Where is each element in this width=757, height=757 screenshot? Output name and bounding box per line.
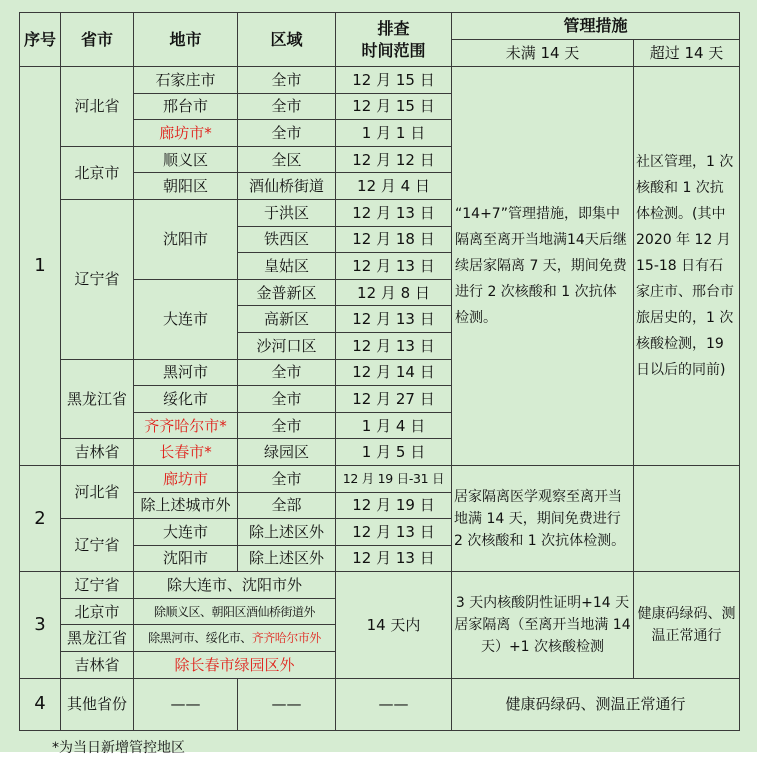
province-cell: 吉林省 <box>61 439 134 466</box>
table-row <box>20 678 740 730</box>
province-cell: 黑龙江省 <box>61 625 134 652</box>
time-cell: 1 月 5 日 <box>336 439 452 466</box>
district-cell: 全市 <box>238 93 336 120</box>
province-cell: 黑龙江省 <box>61 359 134 439</box>
city-cell-new: 除长春市绿园区外 <box>134 652 336 679</box>
time-cell: 12 月 12 日 <box>336 146 452 173</box>
city-cell: 顺义区 <box>134 146 238 173</box>
city-cell: 大连市 <box>134 519 238 546</box>
city-part-new: 齐齐哈尔市外 <box>251 631 321 646</box>
header-district: 区域 <box>238 13 336 67</box>
table-row <box>20 572 740 599</box>
province-cell: 辽宁省 <box>61 199 134 359</box>
time-cell: 12 月 19 日-31 日 <box>336 465 452 492</box>
province-cell: 北京市 <box>61 146 134 199</box>
group3-over14-measure: 健康码绿码、测温正常通行 <box>634 572 740 678</box>
time-cell: 1 月 1 日 <box>336 120 452 147</box>
city-cell: 沈阳市 <box>134 199 238 279</box>
header-row <box>20 13 740 40</box>
district-cell: 酒仙桥街道 <box>238 173 336 200</box>
city-cell: 廊坊市 <box>134 465 238 492</box>
province-cell: 辽宁省 <box>61 572 134 599</box>
time-cell: 12 月 27 日 <box>336 386 452 413</box>
district-cell: 除上述区外 <box>238 545 336 572</box>
district-cell: 沙河口区 <box>238 332 336 359</box>
control-measures-table <box>19 12 740 731</box>
time-cell: 12 月 15 日 <box>336 93 452 120</box>
city-cell: 石家庄市 <box>134 67 238 94</box>
city-cell: 除大连市、沈阳市外 <box>134 572 336 599</box>
group3-no: 3 <box>20 572 61 678</box>
province-cell: 河北省 <box>61 465 134 518</box>
time-cell: 12 月 13 日 <box>336 306 452 333</box>
time-cell: 12 月 13 日 <box>336 545 452 572</box>
time-cell: 12 月 13 日 <box>336 253 452 280</box>
group4-no: 4 <box>20 678 61 730</box>
city-cell: 除上述城市外 <box>134 492 238 519</box>
group4-measure: 健康码绿码、测温正常通行 <box>452 678 740 730</box>
time-cell: 12 月 13 日 <box>336 332 452 359</box>
city-cell: 邢台市 <box>134 93 238 120</box>
table-row <box>20 465 740 492</box>
header-over-14: 超过 14 天 <box>634 40 740 67</box>
group1-no: 1 <box>20 67 61 466</box>
district-cell: 全市 <box>238 359 336 386</box>
district-cell: 全区 <box>238 146 336 173</box>
district-cell: 铁西区 <box>238 226 336 253</box>
time-cell: 12 月 15 日 <box>336 67 452 94</box>
district-cell: 除上述区外 <box>238 519 336 546</box>
header-no: 序号 <box>20 13 61 67</box>
footnote: *为当日新增管控地区 <box>52 740 185 756</box>
city-cell-new: 齐齐哈尔市* <box>134 412 238 439</box>
group1-over14-measure: 社区管理，1 次核酸和 1 次抗体检测。(其中 2020 年 12 月 15-18 日有石家庄市、邢台市旅居史的，1 次核酸检测，19 日以后的同前) <box>634 67 740 466</box>
table-row <box>20 67 740 94</box>
province-cell: 吉林省 <box>61 652 134 679</box>
group2-over14-measure <box>634 465 740 571</box>
header-province: 省市 <box>61 13 134 67</box>
district-cell: 全市 <box>238 67 336 94</box>
time-cell: 12 月 13 日 <box>336 519 452 546</box>
city-cell: 沈阳市 <box>134 545 238 572</box>
province-cell: 河北省 <box>61 67 134 147</box>
city-cell <box>134 625 336 652</box>
district-cell: 全市 <box>238 465 336 492</box>
group1-under14-measure: “14+7”管理措施，即集中隔离至离开当地满14天后继续居家隔离 7 天，期间免费进行 2 次核酸和 1 次抗体检测。 <box>452 67 634 466</box>
time-cell: 12 月 8 日 <box>336 279 452 306</box>
city-cell-new: 长春市* <box>134 439 238 466</box>
time-cell: 12 月 4 日 <box>336 173 452 200</box>
province-cell: 其他省份 <box>61 678 134 730</box>
group2-no: 2 <box>20 465 61 571</box>
group2-under14-measure: 居家隔离医学观察至离开当地满 14 天，期间免费进行 2 次核酸和 1 次抗体检测。 <box>452 465 634 571</box>
header-city: 地市 <box>134 13 238 67</box>
district-cell: 金普新区 <box>238 279 336 306</box>
time-cell: 12 月 13 日 <box>336 199 452 226</box>
time-cell: 1 月 4 日 <box>336 412 452 439</box>
province-cell: 北京市 <box>61 598 134 625</box>
province-cell: 辽宁省 <box>61 519 134 572</box>
city-cell-new: 廊坊市* <box>134 120 238 147</box>
header-measures: 管理措施 <box>452 13 740 40</box>
district-cell: 全市 <box>238 386 336 413</box>
district-cell: —— <box>238 678 336 730</box>
time-cell: —— <box>336 678 452 730</box>
time-cell: 12 月 18 日 <box>336 226 452 253</box>
header-time-range <box>336 13 452 67</box>
city-cell: 绥化市 <box>134 386 238 413</box>
district-cell: 绿园区 <box>238 439 336 466</box>
header-under-14: 未满 14 天 <box>452 40 634 67</box>
district-cell: 皇姑区 <box>238 253 336 280</box>
district-cell: 全市 <box>238 120 336 147</box>
district-cell: 全部 <box>238 492 336 519</box>
city-cell: 大连市 <box>134 279 238 359</box>
district-cell: 全市 <box>238 412 336 439</box>
district-cell: 高新区 <box>238 306 336 333</box>
header-time-range-text: 排查 时间范围 <box>361 18 426 60</box>
district-cell: 于洪区 <box>238 199 336 226</box>
time-cell: 12 月 19 日 <box>336 492 452 519</box>
city-cell: 除顺义区、朝阳区酒仙桥街道外 <box>134 598 336 625</box>
time-cell: 12 月 14 日 <box>336 359 452 386</box>
city-cell: 黑河市 <box>134 359 238 386</box>
group3-time: 14 天内 <box>336 572 452 678</box>
city-cell: 朝阳区 <box>134 173 238 200</box>
city-cell: —— <box>134 678 238 730</box>
group3-under14-measure: 3 天内核酸阴性证明+14 天居家隔离（至离开当地满 14 天）+1 次核酸检测 <box>452 572 634 678</box>
city-part: 除黑河市、绥化市、 <box>148 631 252 646</box>
